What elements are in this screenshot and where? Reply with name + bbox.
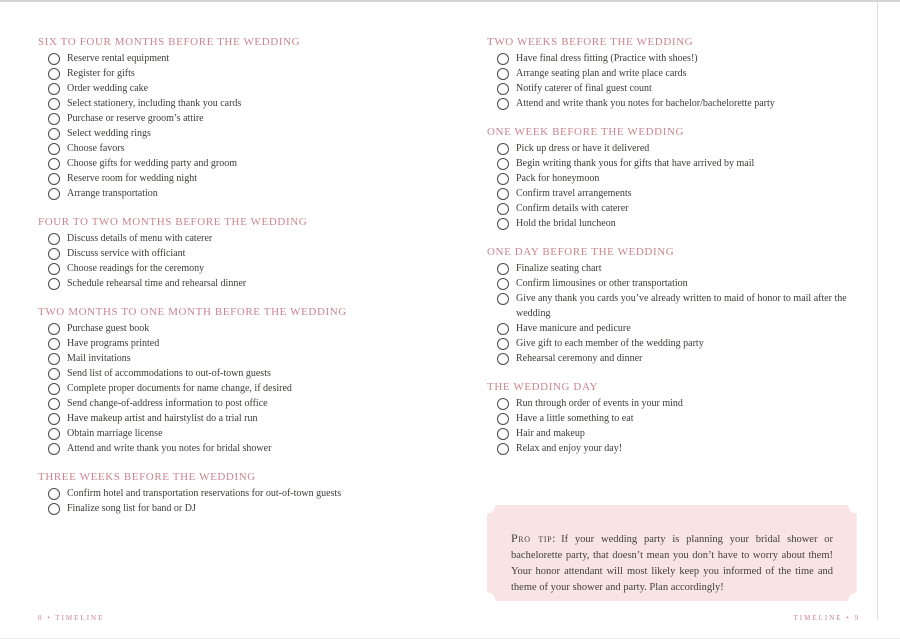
checkbox-circle-icon[interactable]	[497, 278, 509, 290]
checklist-section	[487, 126, 879, 231]
section-heading: ONE WEEK BEFORE THE WEDDING	[487, 126, 685, 138]
checklist-item	[38, 126, 470, 141]
checkbox-circle-icon[interactable]	[497, 218, 509, 230]
section-heading: ONE DAY BEFORE THE WEDDING	[487, 246, 675, 258]
checklist-section	[38, 36, 470, 201]
checklist-item	[487, 186, 879, 201]
checklist-item-label: Hold the bridal luncheon	[516, 218, 616, 229]
checklist-item-label: Notify caterer of final guest count	[516, 83, 652, 94]
checklist-item-label: Pick up dress or have it delivered	[516, 143, 650, 154]
checkbox-circle-icon[interactable]	[497, 158, 509, 170]
checklist-item-label: Select stationery, including thank you cards	[67, 98, 242, 109]
checkbox-circle-icon[interactable]	[48, 173, 60, 185]
checklist-item	[38, 351, 470, 366]
checklist-item	[38, 156, 470, 171]
checkbox-circle-icon[interactable]	[497, 263, 509, 275]
checklist-item	[38, 486, 470, 501]
checklist-item-label: Begin writing thank yous for gifts that have arrived by mail	[516, 158, 755, 169]
checklist-item-label: Finalize song list for band or DJ	[67, 503, 196, 514]
checklist-section	[38, 306, 470, 456]
checkbox-circle-icon[interactable]	[497, 203, 509, 215]
checkbox-circle-icon[interactable]	[48, 113, 60, 125]
checklist-item-label: Have manicure and pedicure	[516, 323, 631, 334]
checkbox-circle-icon[interactable]	[48, 53, 60, 65]
checklist-item	[487, 411, 879, 426]
checklist-item-label: Have final dress fitting (Practice with shoes!)	[516, 53, 698, 64]
checklist-item	[487, 51, 879, 66]
checklist-section	[38, 216, 470, 291]
checklist-item	[487, 96, 879, 111]
checklist-item	[487, 81, 879, 96]
checklist-item	[38, 111, 470, 126]
checkbox-circle-icon[interactable]	[497, 338, 509, 350]
checklist-item-label: Have makeup artist and hairstylist do a trial run	[67, 413, 258, 424]
checklist-item-label: Relax and enjoy your day!	[516, 443, 623, 454]
checklist-item-label: Pack for honeymoon	[516, 173, 600, 184]
checklist-section	[487, 246, 879, 366]
section-heading: THREE WEEKS BEFORE THE WEDDING	[38, 471, 256, 483]
checklist-item-label: Have a little something to eat	[516, 413, 634, 424]
checklist-item-label: Confirm limousines or other transportation	[516, 278, 688, 289]
checkbox-circle-icon[interactable]	[48, 443, 60, 455]
checklist-item-label: Attend and write thank you notes for bridal shower	[67, 443, 272, 454]
checklist-item	[38, 441, 470, 456]
checklist-item	[38, 276, 470, 291]
checklist-item-label: Purchase or reserve groom’s attire	[67, 113, 204, 124]
section-heading: TWO MONTHS TO ONE MONTH BEFORE THE WEDDING	[38, 306, 347, 318]
checkbox-circle-icon[interactable]	[48, 98, 60, 110]
checkbox-circle-icon[interactable]	[48, 263, 60, 275]
checklist-item	[487, 201, 879, 216]
checklist-section	[38, 471, 470, 516]
checklist-item	[38, 171, 470, 186]
checklist-item-label: Mail invitations	[67, 353, 131, 364]
checkbox-circle-icon[interactable]	[48, 188, 60, 200]
checklist-section	[487, 381, 879, 456]
checklist-item	[38, 396, 470, 411]
checklist-item	[487, 66, 879, 81]
section-heading: FOUR TO TWO MONTHS BEFORE THE WEDDING	[38, 216, 308, 228]
page-footer-right: TIMELINE • 9	[793, 614, 860, 622]
checklist-item-label: Send list of accommodations to out-of-town guests	[67, 368, 271, 379]
page-footer-left: 8 • TIMELINE	[38, 614, 105, 622]
checkbox-circle-icon[interactable]	[497, 293, 509, 305]
checklist-item-label: Complete proper documents for name change, if desired	[67, 383, 292, 394]
checklist-item	[487, 441, 879, 456]
checklist-item	[487, 336, 879, 351]
checklist-item-label: Choose favors	[67, 143, 125, 154]
checklist-item-label: Give gift to each member of the wedding party	[516, 338, 704, 349]
checkbox-circle-icon[interactable]	[497, 143, 509, 155]
checkbox-circle-icon[interactable]	[48, 128, 60, 140]
checklist-item	[487, 276, 879, 291]
checkbox-circle-icon[interactable]	[48, 158, 60, 170]
pro-tip-box	[487, 505, 857, 601]
checkbox-circle-icon[interactable]	[48, 398, 60, 410]
checkbox-circle-icon[interactable]	[497, 173, 509, 185]
checkbox-circle-icon[interactable]	[48, 338, 60, 350]
checklist-item	[487, 171, 879, 186]
checklist-item	[487, 141, 879, 156]
checklist-item-label: Finalize seating chart	[516, 263, 602, 274]
checklist-item	[38, 141, 470, 156]
checklist-item	[38, 336, 470, 351]
pro-tip-label: Pro tip:	[511, 531, 557, 545]
checkbox-circle-icon[interactable]	[497, 68, 509, 80]
checkbox-circle-icon[interactable]	[497, 398, 509, 410]
section-heading: SIX TO FOUR MONTHS BEFORE THE WEDDING	[38, 36, 301, 48]
checklist-item	[38, 366, 470, 381]
checklist-item	[38, 231, 470, 246]
checkbox-circle-icon[interactable]	[497, 98, 509, 110]
section-heading: TWO WEEKS BEFORE THE WEDDING	[487, 36, 694, 48]
checklist-item-label: Arrange transportation	[67, 188, 158, 199]
checklist-item-label: Register for gifts	[67, 68, 135, 79]
checkbox-circle-icon[interactable]	[48, 233, 60, 245]
checkbox-circle-icon[interactable]	[48, 488, 60, 500]
checklist-item-label: Choose readings for the ceremony	[67, 263, 205, 274]
checklist-item-label: Schedule rehearsal time and rehearsal dinner	[67, 278, 247, 289]
checklist-item-label: Run through order of events in your mind	[516, 398, 683, 409]
checklist-item	[487, 216, 879, 231]
checklist-item-label: Give any thank you cards you’ve already written to maid of honor to mail after the wedding	[516, 293, 847, 319]
checkbox-circle-icon[interactable]	[48, 383, 60, 395]
checkbox-circle-icon[interactable]	[48, 323, 60, 335]
checkbox-circle-icon[interactable]	[48, 413, 60, 425]
checkbox-circle-icon[interactable]	[48, 143, 60, 155]
checklist-item-label: Discuss details of menu with caterer	[67, 233, 213, 244]
checklist-item-label: Rehearsal ceremony and dinner	[516, 353, 643, 364]
checklist-item-label: Order wedding cake	[67, 83, 149, 94]
checklist-item	[487, 351, 879, 366]
checklist-item	[38, 81, 470, 96]
checkbox-circle-icon[interactable]	[497, 428, 509, 440]
checkbox-circle-icon[interactable]	[48, 68, 60, 80]
checklist-item-label: Arrange seating plan and write place cards	[516, 68, 687, 79]
checklist-item	[38, 261, 470, 276]
checklist-item	[38, 51, 470, 66]
checklist-item-label: Confirm travel arrangements	[516, 188, 632, 199]
checklist-item-label: Send change-of-address information to post office	[67, 398, 268, 409]
checklist-item	[38, 246, 470, 261]
checkbox-circle-icon[interactable]	[497, 188, 509, 200]
checklist-item-label: Choose gifts for wedding party and groom	[67, 158, 237, 169]
checklist-item	[487, 156, 879, 171]
checklist-item-label: Attend and write thank you notes for bachelor/bachelorette party	[516, 98, 775, 109]
checklist-column-left	[38, 36, 470, 531]
checklist-item-label: Reserve rental equipment	[67, 53, 170, 64]
checkbox-circle-icon[interactable]	[497, 413, 509, 425]
checklist-item	[38, 411, 470, 426]
checklist-item-label: Obtain marriage license	[67, 428, 163, 439]
checklist-item	[487, 396, 879, 411]
page-edge-top	[0, 0, 900, 2]
section-heading: THE WEDDING DAY	[487, 381, 599, 393]
checklist-item	[487, 321, 879, 336]
checklist-item-label: Reserve room for wedding night	[67, 173, 197, 184]
checklist-item	[38, 426, 470, 441]
checkbox-circle-icon[interactable]	[48, 248, 60, 260]
checkbox-circle-icon[interactable]	[48, 278, 60, 290]
checklist-item	[487, 261, 879, 276]
checklist-section	[487, 36, 879, 111]
checkbox-circle-icon[interactable]	[48, 353, 60, 365]
checklist-item-label: Discuss service with officiant	[67, 248, 186, 259]
checkbox-circle-icon[interactable]	[497, 323, 509, 335]
checkbox-circle-icon[interactable]	[48, 428, 60, 440]
checkbox-circle-icon[interactable]	[48, 368, 60, 380]
checkbox-circle-icon[interactable]	[497, 53, 509, 65]
checklist-item-label: Hair and makeup	[516, 428, 585, 439]
checkbox-circle-icon[interactable]	[497, 353, 509, 365]
checkbox-circle-icon[interactable]	[48, 83, 60, 95]
checklist-item-label: Confirm details with caterer	[516, 203, 629, 214]
pro-tip-text	[511, 530, 833, 596]
checklist-item	[38, 381, 470, 396]
checklist-item-label: Select wedding rings	[67, 128, 151, 139]
pro-tip-body: If your wedding party is planning your bridal shower or bachelorette party, that doesn’t mean you don’t have to worry about them! Your honor attendant will most likely keep you informed of the time and theme of your shower and party. Plan accordingly!	[511, 534, 833, 593]
checklist-item	[38, 96, 470, 111]
checklist-item-label: Have programs printed	[67, 338, 160, 349]
checklist-item	[487, 291, 879, 321]
checkbox-circle-icon[interactable]	[497, 83, 509, 95]
checklist-item-label: Confirm hotel and transportation reservations for out-of-town guests	[67, 488, 342, 499]
checklist-item	[38, 501, 470, 516]
checklist-item	[38, 186, 470, 201]
checklist-item	[487, 426, 879, 441]
checkbox-circle-icon[interactable]	[48, 503, 60, 515]
checkbox-circle-icon[interactable]	[497, 443, 509, 455]
checklist-item	[38, 321, 470, 336]
checklist-column-right	[487, 36, 879, 471]
checklist-item	[38, 66, 470, 81]
checklist-item-label: Purchase guest book	[67, 323, 150, 334]
